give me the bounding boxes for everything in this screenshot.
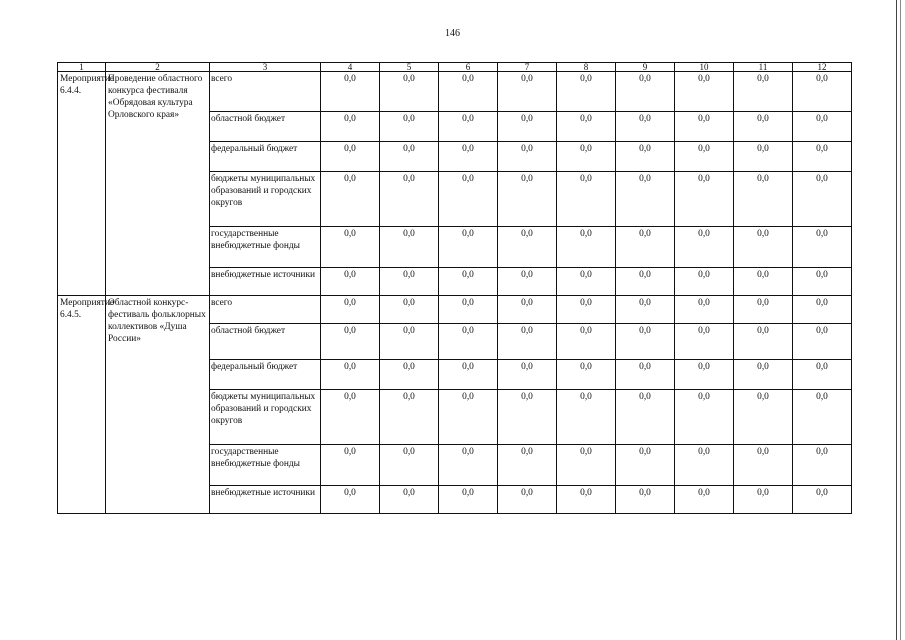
funding-source: бюджеты муниципальных образований и городских округов [210,390,321,445]
value-cell: 0,0 [616,390,675,445]
value-cell: 0,0 [498,268,557,296]
value-cell: 0,0 [439,142,498,172]
value-cell: 0,0 [380,324,439,360]
column-header: 12 [793,63,852,72]
value-cell: 0,0 [498,227,557,268]
column-header: 3 [210,63,321,72]
value-cell: 0,0 [439,486,498,514]
funding-source: областной бюджет [210,112,321,142]
value-cell: 0,0 [557,172,616,227]
value-cell: 0,0 [498,72,557,112]
value-cell: 0,0 [439,268,498,296]
funding-source: внебюджетные источники [210,486,321,514]
value-cell: 0,0 [321,172,380,227]
value-cell: 0,0 [616,227,675,268]
value-cell: 0,0 [793,172,852,227]
value-cell: 0,0 [557,268,616,296]
value-cell: 0,0 [321,112,380,142]
value-cell: 0,0 [616,72,675,112]
value-cell: 0,0 [321,268,380,296]
value-cell: 0,0 [734,227,793,268]
value-cell: 0,0 [793,112,852,142]
value-cell: 0,0 [439,445,498,486]
value-cell: 0,0 [498,172,557,227]
funding-source: всего [210,296,321,324]
column-header: 1 [58,63,106,72]
value-cell: 0,0 [380,296,439,324]
value-cell: 0,0 [675,112,734,142]
value-cell: 0,0 [793,268,852,296]
value-cell: 0,0 [439,72,498,112]
value-cell: 0,0 [439,296,498,324]
value-cell: 0,0 [616,296,675,324]
value-cell: 0,0 [616,360,675,390]
funding-source: государственные внебюджетные фонды [210,227,321,268]
column-header: 10 [675,63,734,72]
funding-source: бюджеты муниципальных образований и городских округов [210,172,321,227]
value-cell: 0,0 [616,268,675,296]
value-cell: 0,0 [380,172,439,227]
activity-code: Мероприятие 6.4.4. [58,72,106,296]
value-cell: 0,0 [734,268,793,296]
value-cell: 0,0 [439,227,498,268]
value-cell: 0,0 [321,324,380,360]
value-cell: 0,0 [675,227,734,268]
value-cell: 0,0 [793,324,852,360]
value-cell: 0,0 [616,324,675,360]
value-cell: 0,0 [321,445,380,486]
value-cell: 0,0 [557,72,616,112]
value-cell: 0,0 [734,445,793,486]
value-cell: 0,0 [498,445,557,486]
column-header: 5 [380,63,439,72]
funding-source: областной бюджет [210,324,321,360]
value-cell: 0,0 [616,142,675,172]
column-header: 4 [321,63,380,72]
value-cell: 0,0 [321,227,380,268]
value-cell: 0,0 [675,296,734,324]
value-cell: 0,0 [734,390,793,445]
value-cell: 0,0 [557,142,616,172]
value-cell: 0,0 [498,112,557,142]
value-cell: 0,0 [557,227,616,268]
activity-name: Областной конкурс-фестиваль фольклорных коллективов «Душа России» [106,296,210,514]
value-cell: 0,0 [498,486,557,514]
value-cell: 0,0 [380,390,439,445]
activity-name: Проведение областного конкурса фестиваля «Обрядовая культура Орловского края» [106,72,210,296]
value-cell: 0,0 [675,360,734,390]
value-cell: 0,0 [557,445,616,486]
scan-edge-line [896,0,897,640]
value-cell: 0,0 [793,227,852,268]
value-cell: 0,0 [498,142,557,172]
column-header: 11 [734,63,793,72]
column-header: 6 [439,63,498,72]
value-cell: 0,0 [380,112,439,142]
funding-source: внебюджетные источники [210,268,321,296]
value-cell: 0,0 [793,72,852,112]
funding-source: федеральный бюджет [210,360,321,390]
value-cell: 0,0 [675,324,734,360]
value-cell: 0,0 [793,296,852,324]
value-cell: 0,0 [439,324,498,360]
value-cell: 0,0 [321,72,380,112]
header-row [58,63,852,72]
value-cell: 0,0 [498,324,557,360]
value-cell: 0,0 [793,142,852,172]
value-cell: 0,0 [439,360,498,390]
value-cell: 0,0 [793,390,852,445]
value-cell: 0,0 [734,142,793,172]
value-cell: 0,0 [380,227,439,268]
value-cell: 0,0 [557,324,616,360]
value-cell: 0,0 [675,172,734,227]
value-cell: 0,0 [321,296,380,324]
value-cell: 0,0 [734,486,793,514]
value-cell: 0,0 [380,445,439,486]
column-header: 9 [616,63,675,72]
value-cell: 0,0 [321,142,380,172]
value-cell: 0,0 [675,72,734,112]
value-cell: 0,0 [616,445,675,486]
value-cell: 0,0 [793,486,852,514]
value-cell: 0,0 [616,486,675,514]
value-cell: 0,0 [675,142,734,172]
value-cell: 0,0 [734,324,793,360]
value-cell: 0,0 [734,296,793,324]
page-number: 146 [445,28,460,39]
funding-source: федеральный бюджет [210,142,321,172]
value-cell: 0,0 [793,445,852,486]
value-cell: 0,0 [380,360,439,390]
value-cell: 0,0 [675,445,734,486]
value-cell: 0,0 [321,390,380,445]
value-cell: 0,0 [616,112,675,142]
column-header: 2 [106,63,210,72]
value-cell: 0,0 [675,486,734,514]
value-cell: 0,0 [380,268,439,296]
value-cell: 0,0 [675,268,734,296]
column-header: 8 [557,63,616,72]
value-cell: 0,0 [321,360,380,390]
value-cell: 0,0 [498,360,557,390]
value-cell: 0,0 [321,486,380,514]
value-cell: 0,0 [675,390,734,445]
value-cell: 0,0 [734,360,793,390]
value-cell: 0,0 [557,296,616,324]
value-cell: 0,0 [439,112,498,142]
value-cell: 0,0 [557,390,616,445]
value-cell: 0,0 [616,172,675,227]
budget-table [57,62,852,514]
value-cell: 0,0 [439,390,498,445]
activity-code: Мероприятие 6.4.5. [58,296,106,514]
value-cell: 0,0 [380,142,439,172]
table-row [58,72,852,112]
value-cell: 0,0 [380,72,439,112]
value-cell: 0,0 [439,172,498,227]
value-cell: 0,0 [380,486,439,514]
value-cell: 0,0 [557,112,616,142]
funding-source: государственные внебюджетные фонды [210,445,321,486]
column-header: 7 [498,63,557,72]
value-cell: 0,0 [498,296,557,324]
funding-source: всего [210,72,321,112]
value-cell: 0,0 [557,360,616,390]
table-row [58,296,852,324]
value-cell: 0,0 [557,486,616,514]
value-cell: 0,0 [734,112,793,142]
scan-edge-line [900,0,901,640]
value-cell: 0,0 [734,72,793,112]
value-cell: 0,0 [498,390,557,445]
value-cell: 0,0 [734,172,793,227]
value-cell: 0,0 [793,360,852,390]
